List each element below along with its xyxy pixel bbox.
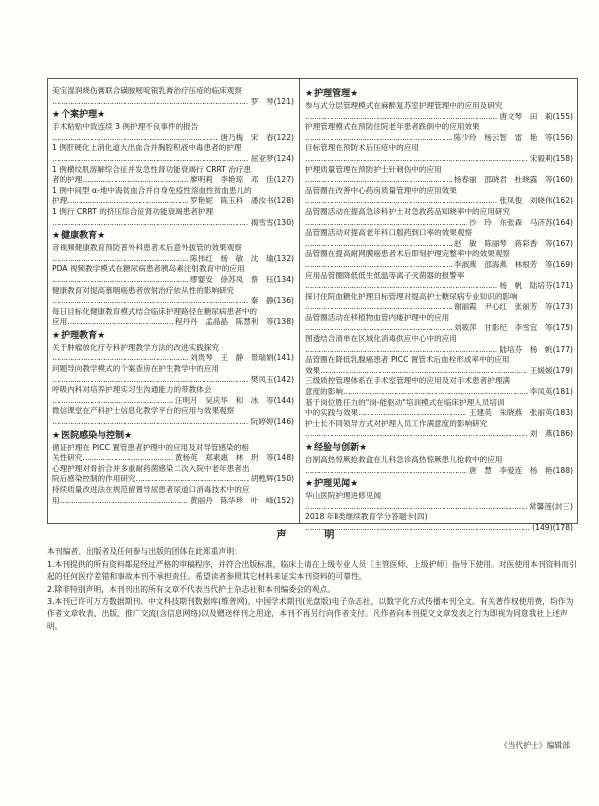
entry-meta-line — [305, 260, 573, 271]
toc-entry — [305, 376, 573, 397]
toc-entry — [52, 485, 294, 506]
entry-meta-line — [305, 345, 573, 356]
star-icon: ★ — [97, 231, 106, 242]
leader-dots — [305, 175, 452, 186]
section-label: 护理见闻 — [314, 479, 351, 490]
entry-title: 手术粘贴中致连续 3 例护理不良事件的报告 — [52, 122, 199, 132]
entry-author-page: 刘 燕(186) — [529, 429, 573, 439]
entry-meta-line — [305, 112, 573, 123]
entry-title: 品管圈活动在移植物血管内瘘护理中的应用 — [305, 312, 450, 322]
entry-author-page: 秦 静(136) — [250, 296, 294, 306]
entry-title: 品管圈在改善中心药房质量管理中的应用效果 — [305, 185, 457, 195]
toc-entry — [305, 186, 573, 207]
toc-entry — [305, 313, 573, 334]
toc-entry — [305, 334, 573, 355]
entry-author-page: 揭雪雪(130) — [250, 217, 294, 227]
toc-entry — [305, 249, 573, 270]
entry-title-continued: 护理 ………………………………………………………………………………………… — [52, 196, 188, 207]
entry-meta-line — [305, 502, 573, 513]
entry-meta-line — [305, 281, 573, 292]
entry-title: 1 例肝硬化上消化道大出血合并胸腔积液中毒患者的护理 — [52, 143, 242, 153]
notice-item-3: 3.本刊已许可万方数据期刊、中文科技期刊数据库(维普网)、中国学术期刊(光盘版)电子杂志社，以数字化方式传播本刊全文。有关著作权使用费，均作为作者文章收表、出版、推广交流(含信息网络)以及赠送样刊之用途，本刊不再另行向作者支付。凡作者向本刊提交文章发表之行为即视为同意我社上述声明。 — [47, 597, 574, 631]
right-column — [305, 86, 573, 534]
entry-author-page: 陈少玲 杨云智 雷 艳 等(156) — [453, 132, 573, 142]
toc-entry — [52, 264, 294, 285]
section-heading — [305, 88, 573, 100]
entry-title: 心理护理对骨折合并多重耐药菌感染二次入院中老年患者出 — [52, 463, 250, 473]
section-label: 护理管理 — [314, 89, 351, 99]
entry-title: 音视频健康教育预防普外科患者术后意外拔管的效果观察 — [52, 243, 242, 253]
toc-entry — [305, 271, 573, 292]
entry-title: 2018 年Ⅱ类继续教育学分答题卡(四) — [305, 512, 428, 522]
entry-meta-line — [305, 302, 573, 313]
entry-title: 目标管理在预防术后压疮中的应用 — [305, 143, 419, 153]
entry-author-page: 常馨莲(封三) — [529, 501, 573, 511]
entry-title: 图透结合清单在区域化消毒供应中心中的应用 — [305, 334, 457, 344]
entry-meta-line — [52, 154, 294, 165]
entry-author-page: 唐乃梅 宋 春(122) — [220, 132, 294, 142]
leader-dots — [305, 112, 497, 123]
entry-author-page: 赵 敏 陈丽琴 蒋彩香 等(167) — [453, 238, 573, 248]
toc-entry — [52, 307, 294, 328]
leader-dots — [52, 396, 173, 407]
notice-title: 声 明 — [276, 530, 349, 541]
section-heading — [52, 430, 294, 442]
toc-entry — [52, 464, 294, 485]
toc-entry — [52, 343, 294, 364]
section-label: 护理教育 — [61, 330, 98, 341]
entry-title: 护士长不同领导方式对护理人员工作满意度的影响研究 — [305, 418, 488, 428]
toc-entry — [52, 406, 294, 427]
leader-dots — [305, 302, 452, 313]
entry-title-continued: 应用 ………………………………………………………………………………………… — [52, 317, 173, 328]
entry-meta-line — [52, 196, 294, 207]
leader-dots — [52, 218, 249, 229]
entry-meta-line — [305, 218, 573, 229]
entry-title: 品管圈在降低乳腺癌患者 PICC 置管术后血栓形成率中的应用 — [305, 355, 510, 365]
toc-entry — [305, 228, 573, 249]
toc-entry — [52, 207, 294, 228]
toc-entry — [52, 186, 294, 207]
section-heading — [52, 230, 294, 242]
entry-title: 基于岗位胜任力的"岗-能驱动"培训模式在临床护理人员培训 — [305, 397, 505, 407]
leader-dots — [305, 239, 452, 250]
leader-dots — [305, 218, 467, 229]
entry-meta-line — [305, 154, 573, 165]
entry-author-page: 刘筱萍 甘影纪 李雪宜 等(175) — [453, 323, 573, 333]
entry-meta-line — [305, 429, 573, 440]
entry-author-page: 谢丽霞 尹心红 张丽芳 等(173) — [453, 302, 573, 312]
entry-author-page: 黄杨英 郑素惠 林 玥 等(148) — [174, 453, 294, 463]
star-icon: ★ — [97, 330, 106, 341]
entry-author-page: 宋毅莉(158) — [529, 153, 573, 163]
left-column — [52, 86, 294, 506]
leader-dots — [52, 417, 249, 428]
entry-author-page: 缪婴安 徐苏凤 蔡 钰(134) — [190, 274, 294, 284]
entry-title: 美宝湿润烧伤膏联合磺胺嘧啶银乳膏治疗压疮的临床观察 — [52, 86, 242, 95]
entry-author-page: 唐 慧 李爱连 杨 艳(188) — [469, 465, 573, 475]
entry-author-page: 罗 琴(121) — [250, 96, 294, 106]
entry-title: 健康教育对提高慕咽癌患者放射治疗依从性的影响研究 — [52, 285, 235, 295]
entry-meta-line — [305, 133, 573, 144]
entry-meta-line — [52, 254, 294, 265]
section-heading — [52, 109, 294, 121]
leader-dots — [305, 323, 452, 334]
toc-entry — [52, 86, 294, 107]
entry-title: 华山医院护理进修见闻 — [305, 491, 381, 501]
entry-author-page: 阮婷婷(146) — [250, 417, 294, 427]
entry-author-page: 唐文琴 田 莉(155) — [499, 111, 573, 121]
toc-entry — [305, 398, 573, 419]
entry-title: 循证护理在 PICC 置管患者护理中的应用及对导管感染的相 — [52, 442, 249, 452]
entry-author-page: 陆培芬 杨 帆(177) — [499, 344, 573, 354]
toc-entry — [52, 443, 294, 464]
toc-entry — [305, 165, 573, 186]
leader-dots — [52, 254, 188, 265]
entry-title-continued: 中的实践与效果 ………………………………………………………………………………………… — [305, 408, 467, 419]
entry-meta-line — [52, 396, 294, 407]
entry-author-page: 程丹丹 孟晶晶 陈慧利 等(138) — [174, 317, 294, 327]
entry-title: 品管圈活动对提高老年科口服药到口率的效果观察 — [305, 228, 473, 238]
entry-title: 品管圈在提高耐网膜癌患者术后即刻护理完整率中的效果观察 — [305, 249, 511, 259]
entry-title: 1 例行 CRRT 的挤压综合征肾功能衰竭患者护理 — [52, 206, 214, 216]
column-divider — [299, 78, 300, 524]
entry-author-page: 汪明月 吴庆华 和 冰 等(144) — [174, 395, 294, 405]
entry-title-continued: 者的护理 ………………………………………………………………………………………… — [52, 175, 188, 186]
leader-dots — [305, 133, 452, 144]
toc-entry — [52, 165, 294, 186]
notice-item-2: 2.除非特别声明，本刊刊出的所有文章不代表当代护士杂志社和本刊编委会的观点。 — [47, 584, 336, 594]
entry-author-page: 胡甦辉(150) — [250, 474, 294, 484]
entry-meta-line — [305, 366, 573, 377]
toc-entry — [305, 207, 573, 228]
entry-author-page: 陈伟红 杨 敏 沈 瑜(132) — [190, 253, 294, 263]
entry-author-page: 杨春丽 邵晓君 杜晓露 等(160) — [453, 175, 573, 185]
entry-meta-line — [52, 496, 294, 507]
notice-item-1: 1.本刊提供的所有资料都是经过严格的审稿程序，并符合出版标准，临床上请在上级专业人员［主管医师、上级护师］指导下使用。对医使用本刊资料而引起的任何医疗差错和事故本刊不承担责任。希望读者参照其它材料来证实本刊资料的可靠性。 — [47, 559, 577, 582]
section-label: 医院感染与控制 — [61, 430, 125, 441]
entry-author-page: 罗艳妮 陈玉科 潘汝书(128) — [190, 196, 294, 206]
entry-meta-line — [52, 317, 294, 328]
leader-dots — [52, 353, 188, 364]
entry-author-page: 屈亚梦(124) — [250, 153, 294, 163]
entry-title: 探讨住院血糖化护理目标管理对提高护士糖尿病专业知识的影响 — [305, 291, 518, 301]
entry-title: 问题导向教学模式的个案查房在护生教学中的应用 — [52, 364, 220, 374]
leader-dots — [52, 375, 249, 386]
section-label: 个案护理 — [61, 110, 98, 121]
entry-meta-line — [52, 474, 294, 485]
leader-dots — [305, 345, 497, 356]
star-icon: ★ — [305, 479, 314, 490]
leader-dots — [305, 154, 528, 165]
entry-author-page: 刘贵琴 王 静 景瑞娟(141) — [190, 353, 294, 363]
entry-title-continued: 用 ………………………………………………………………………………………… — [52, 496, 188, 507]
leader-dots — [52, 154, 249, 165]
entry-author-page: 黄丽丹 陈华珍 叶 峰(152) — [190, 495, 294, 505]
toc-entry — [305, 455, 573, 476]
leader-dots — [52, 296, 249, 307]
toc-entry — [52, 243, 294, 264]
entry-meta-line — [52, 175, 294, 186]
entry-title: 微信课堂在产科护士信息化教学平台的应用与效果观察 — [52, 406, 235, 416]
leader-dots — [305, 260, 452, 271]
leader-dots — [305, 281, 497, 292]
star-icon: ★ — [305, 443, 314, 453]
entry-author-page: 王建英 朱晓燕 张丽英(183) — [469, 408, 573, 418]
entry-meta-line — [305, 387, 573, 398]
toc-entry — [52, 122, 294, 143]
entry-meta-line — [52, 275, 294, 286]
toc-entry — [52, 286, 294, 307]
entry-title: 品管圈活动在提高急诊科护士对急救药品知晓率中的应用研究 — [305, 206, 511, 216]
toc-entry — [52, 385, 294, 406]
toc-entry — [305, 122, 573, 143]
entry-title: 应用品管圈降低低生低温等离子灭菌器的报警率 — [305, 270, 465, 280]
entry-title: 参与式分层管理模式在麻醉复苏室护理管理中的应用及研究 — [305, 101, 503, 110]
leader-dots — [52, 133, 218, 144]
entry-meta-line — [305, 196, 573, 207]
star-icon: ★ — [305, 89, 314, 99]
entry-author-page: 王媛媛(179) — [529, 365, 573, 375]
entry-meta-line — [305, 408, 573, 419]
entry-author-page: 沙 玲 东张森 马济苏(164) — [469, 217, 573, 227]
section-heading — [305, 478, 573, 490]
entry-title: 自制高热惊厥抢救盒在儿科急诊高热惊厥患儿抢救中的应用 — [305, 455, 503, 464]
entry-author-page: 李凤英(181) — [529, 387, 573, 397]
star-icon: ★ — [350, 479, 359, 490]
entry-author-page: (149)(178) — [532, 522, 573, 532]
star-icon: ★ — [97, 110, 106, 121]
entry-title: 关于肿瘤放化疗专科护理教学方法的改进实践探究 — [52, 342, 220, 352]
leader-dots — [305, 196, 497, 207]
entry-meta-line — [52, 353, 294, 364]
entry-title: 护理质量管理在预防护士针刺伤中的应用 — [305, 164, 442, 174]
entry-author-page: 樊凤玉(142) — [250, 374, 294, 384]
entry-title: 护理管理模式在预防住院老年患者跌倒中的应用效果 — [305, 122, 480, 132]
toc-entry — [305, 143, 573, 164]
star-icon: ★ — [52, 430, 61, 441]
notice-section — [47, 530, 578, 750]
entry-title: PDA 视频教学模式在糖尿病患者胰岛素注射教育中的应用 — [52, 264, 245, 274]
entry-title-continued: 院后感染控制的作用研究 ………………………………………………………………………………………… — [52, 474, 249, 485]
toc-entry — [305, 101, 573, 122]
entry-title: 每日目标化健康教育模式结合临床护理路径在糖尿病患者中的 — [52, 306, 258, 316]
star-icon: ★ — [359, 443, 368, 453]
entry-title-continued: 意度的影响 ………………………………………………………………………………………… — [305, 387, 528, 398]
toc-entry — [305, 355, 573, 376]
entry-meta-line — [305, 175, 573, 186]
entry-title: 1 例横纹肌溶解综合征并发急性肾功能衰竭行 CRRT 治疗患 — [52, 164, 252, 174]
entry-author-page: 张凤俊 刘晓伟(162) — [499, 196, 573, 206]
entry-title-continued: 关性研究 ………………………………………………………………………………………… — [52, 453, 173, 464]
entry-title: 三级质控管理体系在手术室管理中的应用及对手术患者护理满 — [305, 376, 511, 386]
entry-title: 呼吸内科对培养护理实习生沟通能力的带教体会 — [52, 385, 212, 395]
section-label: 健康教育 — [61, 231, 98, 242]
toc-entry — [52, 364, 294, 385]
toc-entry — [305, 419, 573, 440]
leader-dots — [52, 275, 188, 286]
entry-author-page: 杨 帆 陆培芬(171) — [499, 281, 573, 291]
entry-meta-line — [52, 417, 294, 428]
star-icon: ★ — [52, 110, 61, 121]
entry-meta-line — [52, 133, 294, 144]
entry-meta-line — [52, 375, 294, 386]
toc-entry — [52, 143, 294, 164]
section-heading — [305, 442, 573, 454]
entry-meta-line — [52, 453, 294, 464]
entry-meta-line — [52, 218, 294, 229]
entry-meta-line — [305, 323, 573, 334]
entry-author-page: 李淑燕 邵海燕 林根芳 等(169) — [453, 259, 573, 269]
entry-meta-line — [305, 239, 573, 250]
notice-intro: 本刊编者、出版者及任何参与出版的团体在此郑重声明： — [47, 547, 242, 557]
section-label: 经验与创新 — [314, 443, 360, 453]
star-icon: ★ — [124, 430, 133, 441]
leader-dots — [305, 502, 527, 513]
entry-title: 1 例中间型 α-地中海贫血合并自身免疫性溶血性贫血患儿的 — [52, 185, 252, 195]
editorial-signature: 《当代护士》编辑部 — [499, 741, 570, 750]
star-icon: ★ — [350, 89, 359, 99]
star-icon: ★ — [52, 231, 61, 242]
entry-meta-line — [52, 97, 294, 108]
entry-meta-line — [305, 466, 573, 477]
section-heading — [52, 330, 294, 342]
star-icon: ★ — [52, 330, 61, 341]
leader-dots — [52, 97, 249, 108]
entry-meta-line — [52, 296, 294, 307]
entry-title-continued: 效果 ………………………………………………………………………………………… — [305, 366, 528, 377]
toc-entry — [305, 292, 573, 313]
leader-dots — [305, 429, 528, 440]
toc-entry — [305, 491, 573, 512]
entry-author-page: 廖明莉 李艳琼 邓 佳(127) — [190, 175, 294, 185]
leader-dots — [305, 466, 467, 477]
entry-title: 持续质量改进法在规范留置导尿患者尿道口消毒技术中的应 — [52, 485, 250, 494]
